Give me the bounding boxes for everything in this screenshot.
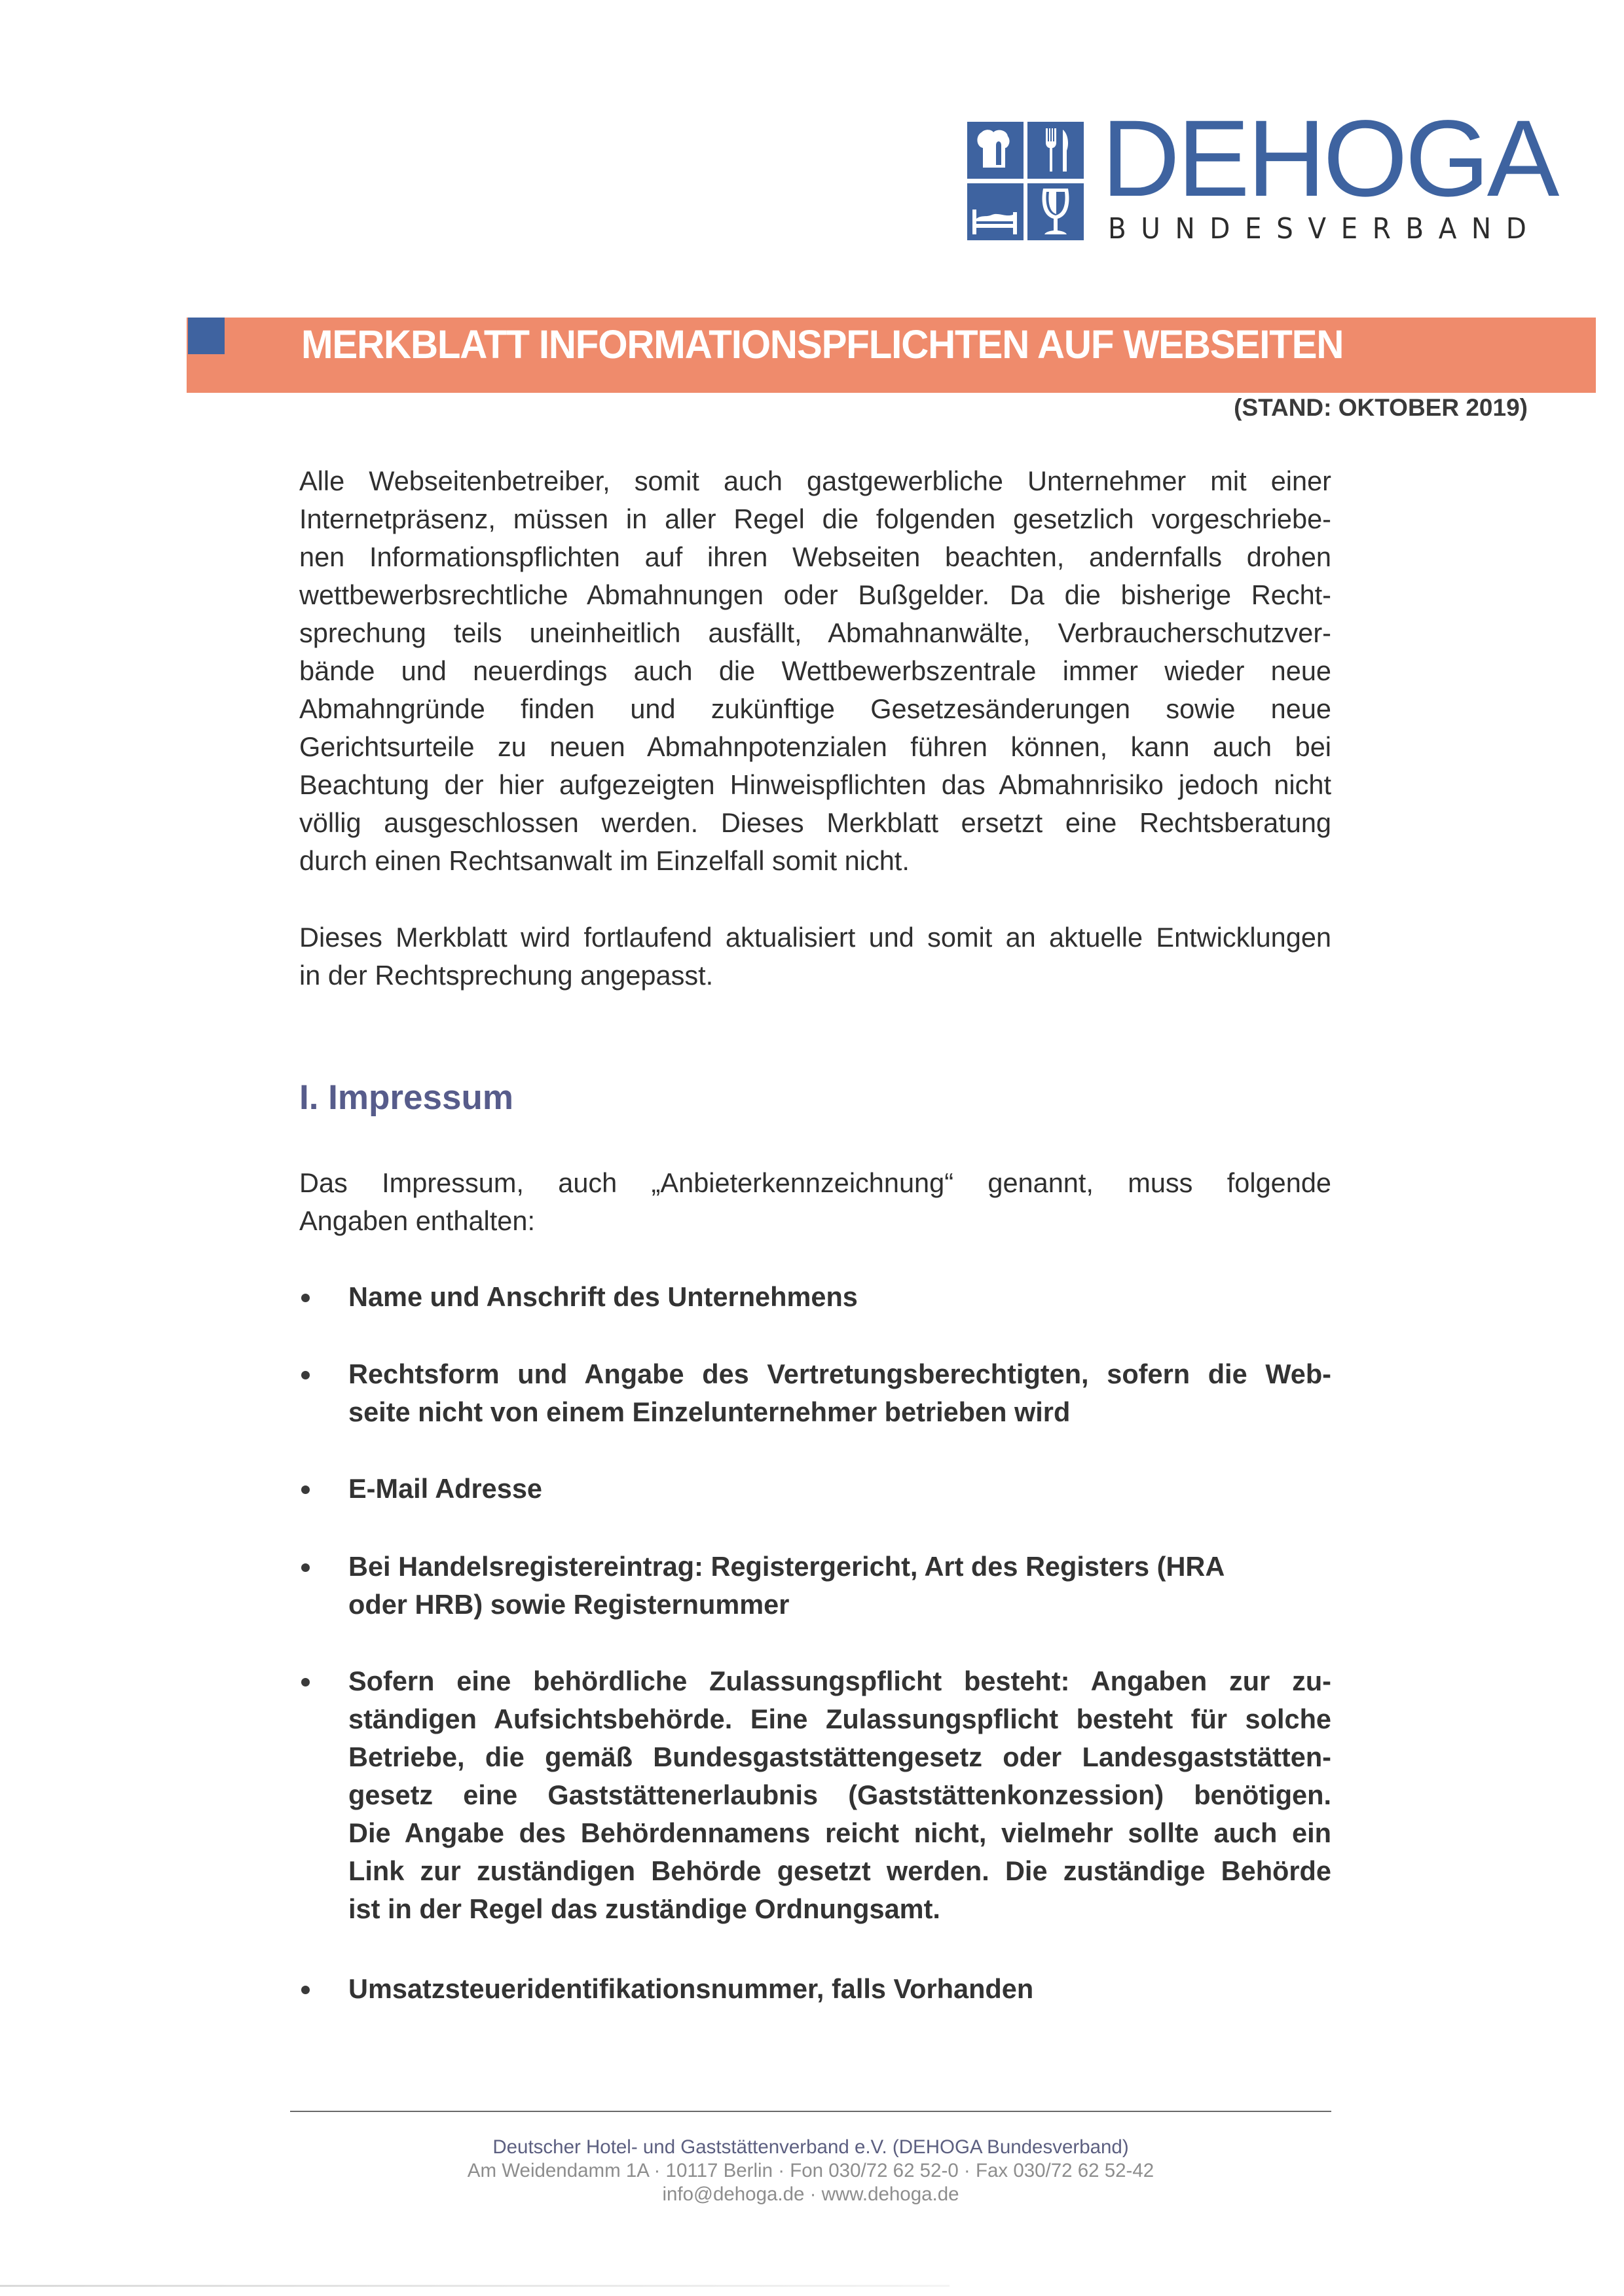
chef-hat-icon (967, 122, 1024, 179)
text-line: völlig ausgeschlossen werden. Dieses Merkblatt ersetzt eine Rechtsberatung (299, 807, 1331, 838)
update-paragraph (299, 919, 1331, 994)
intro-paragraph (299, 462, 1331, 880)
text-line: sprechung teils uneinheitlich ausfällt, Abmahnanwälte, Verbraucherschutzver- (299, 617, 1331, 648)
footer-organization: Deutscher Hotel- und Gaststättenverband e.V. (DEHOGA Bundesverband) (492, 2136, 1129, 2158)
text-line: Das Impressum, auch „Anbieterkennzeichnung“ genannt, muss folgende (299, 1167, 1331, 1198)
fork-knife-icon (1027, 122, 1084, 179)
bullet-icon (301, 1294, 310, 1302)
text-line: wettbewerbsrechtliche Abmahnungen oder Bußgelder. Da die bisherige Recht- (299, 579, 1331, 610)
text-line: Alle Webseitenbetreiber, somit auch gastgewerbliche Unternehmer mit einer (299, 465, 1331, 496)
bullet-icon (301, 1485, 310, 1494)
text-line: Beachtung der hier aufgezeigten Hinweispflichten das Abmahnrisiko jedoch nicht (299, 769, 1331, 800)
section-heading-impressum: I. Impressum (299, 1078, 513, 1117)
text-line: Name und Anschrift des Unternehmens (348, 1281, 858, 1312)
bullet-icon (301, 1986, 310, 1994)
logo-wordmark: DEHOGA (1101, 98, 1557, 219)
text-line: Rechtsform und Angabe des Vertretungsberechtigten, sofern die Web- (348, 1358, 1331, 1389)
footer-contact: info@dehoga.de · www.dehoga.de (662, 2183, 959, 2205)
text-line: Die Angabe des Behördennamens reicht nicht, vielmehr sollte auch ein (348, 1817, 1331, 1848)
text-line: Angaben enthalten: (299, 1205, 535, 1236)
footer-address: Am Weidendamm 1A · 10117 Berlin · Fon 030/72 62 52-0 · Fax 030/72 62 52-42 (467, 2160, 1154, 2181)
text-line: nen Informationspflichten auf ihren Webseiten beachten, andernfalls drohen (299, 541, 1331, 572)
wine-glass-icon (1027, 183, 1084, 240)
text-line: Bei Handelsregistereintrag: Registergericht, Art des Registers (HRA (348, 1551, 1225, 1582)
title-banner (187, 318, 1596, 393)
text-line: gesetz eine Gaststättenerlaubnis (Gaststättenkonzession) benötigen. (348, 1779, 1331, 1810)
footer-divider (290, 2111, 1331, 2112)
text-line: E-Mail Adresse (348, 1473, 542, 1504)
bullet-icon (301, 1678, 310, 1686)
text-line: durch einen Rechtsanwalt im Einzelfall somit nicht. (299, 845, 910, 876)
text-line: bände und neuerdings auch die Wettbewerbszentrale immer wieder neue (299, 655, 1331, 686)
bullet-icon (301, 1563, 310, 1572)
scan-edge-artifact (0, 2285, 950, 2287)
text-line: Gerichtsurteile zu neuen Abmahnpotenzialen führen können, kann auch bei (299, 731, 1331, 762)
text-line: Umsatzsteueridentifikationsnummer, falls Vorhanden (348, 1973, 1034, 2004)
text-line: Sofern eine behördliche Zulassungspflicht besteht: Angaben zur zu- (348, 1666, 1331, 1696)
text-line: Link zur zuständigen Behörde gesetzt werden. Die zuständige Behörde (348, 1855, 1331, 1886)
banner-accent-square (188, 318, 225, 354)
text-line: Abmahngründe finden und zukünftige Gesetzesänderungen sowie neue (299, 693, 1331, 724)
text-line: Betriebe, die gemäß Bundesgaststättengesetz oder Landesgaststätten- (348, 1741, 1331, 1772)
bullet-icon (301, 1371, 310, 1379)
document-title: MERKBLATT INFORMATIONSPFLICHTEN AUF WEBSEITEN (301, 322, 1344, 367)
impressum-intro (299, 1164, 1331, 1240)
text-line: ständigen Aufsichtsbehörde. Eine Zulassungspflicht besteht für solche (348, 1704, 1331, 1734)
dehoga-logo-icons (967, 122, 1084, 240)
logo-subtitle: BUNDESVERBAND (1108, 212, 1541, 246)
text-line: oder HRB) sowie Registernummer (348, 1589, 790, 1620)
text-line: seite nicht von einem Einzelunternehmer betrieben wird (348, 1396, 1071, 1427)
text-line: ist in der Regel das zuständige Ordnungsamt. (348, 1893, 940, 1924)
bed-icon (967, 183, 1024, 240)
text-line: Internetpräsenz, müssen in aller Regel die folgenden gesetzlich vorgeschriebe- (299, 503, 1331, 534)
text-line: Dieses Merkblatt wird fortlaufend aktualisiert und somit an aktuelle Entwicklungen (299, 922, 1331, 953)
document-date: (STAND: OKTOBER 2019) (1234, 394, 1528, 421)
text-line: in der Rechtsprechung angepasst. (299, 960, 714, 991)
